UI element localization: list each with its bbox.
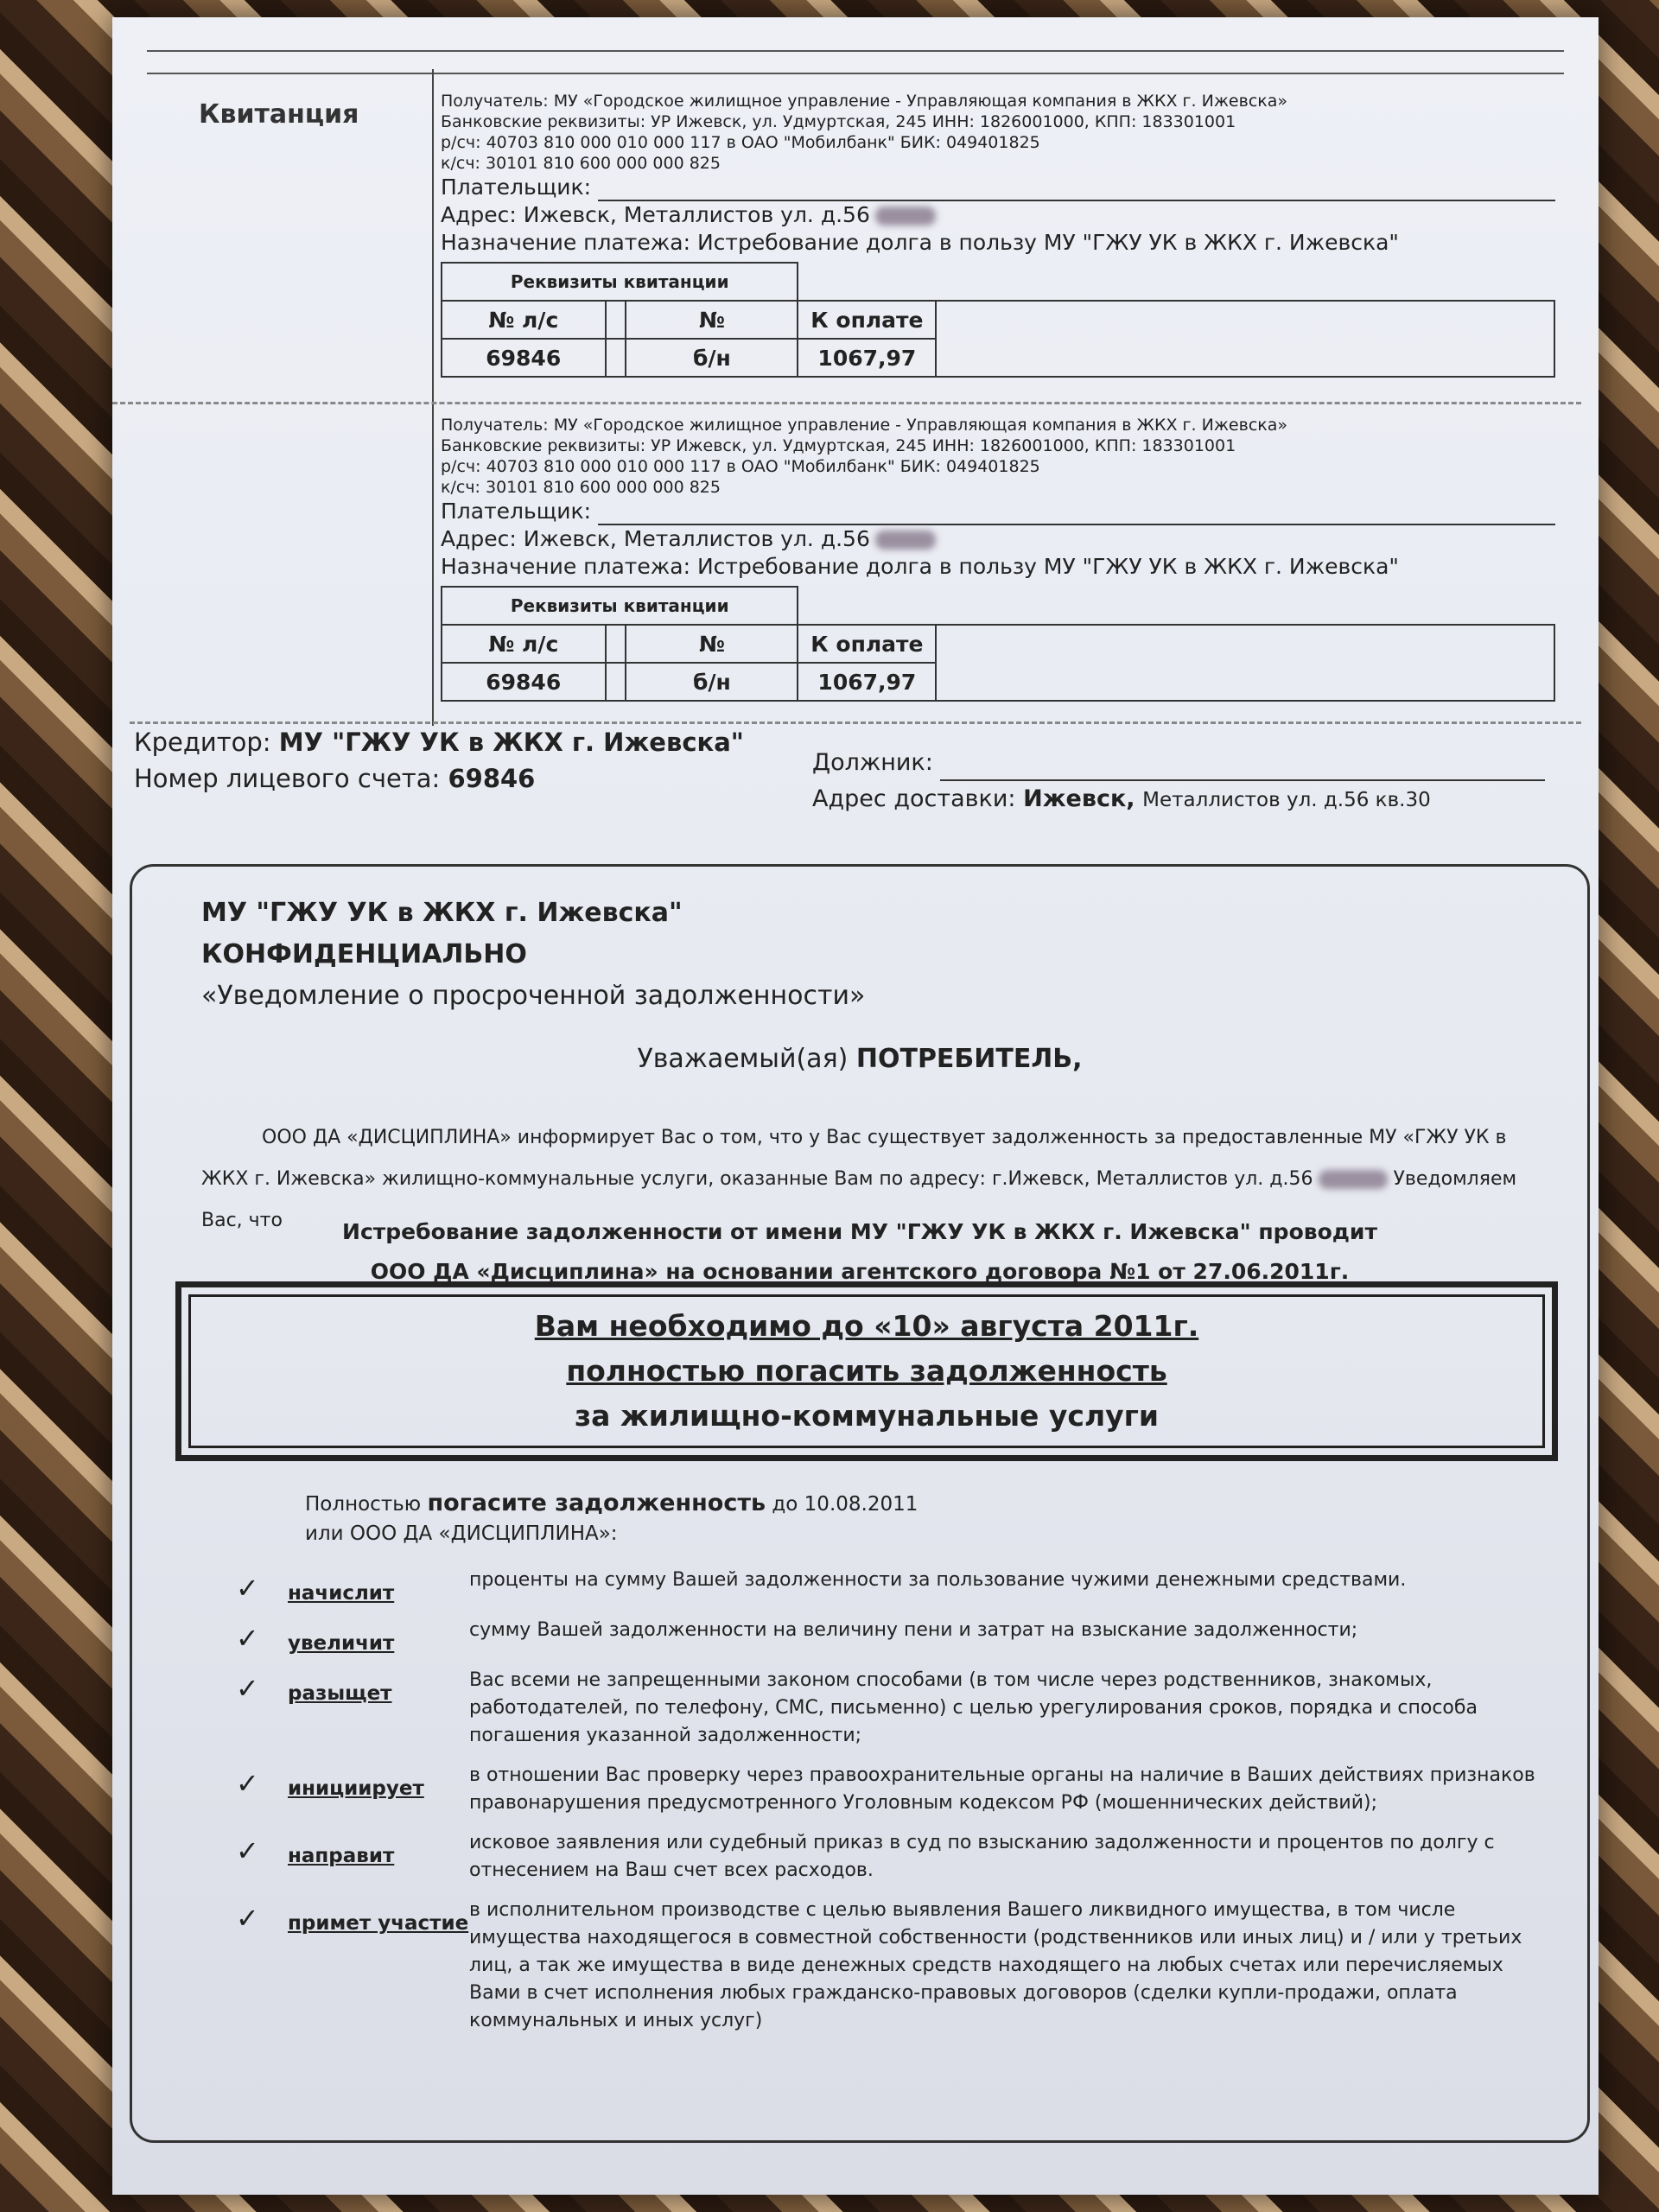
payer-line xyxy=(441,174,1555,201)
greeting-bold: ПОТРЕБИТЕЛЬ, xyxy=(855,1044,1083,1074)
intro-text: ООО ДА «ДИСЦИПЛИНА» информирует Вас о том, что у Вас существует задолженность за предоставленные МУ «ГЖУ УК в ЖКХ г. Ижевска» жилищно-коммунальные услуги, оказанные Вам по адресу: г.Ижевск, Металлистов ул. д.56 xyxy=(201,1127,1507,1190)
deadline-line-2: полностью погасить задолженность xyxy=(566,1354,1167,1388)
table-spacer xyxy=(606,625,626,663)
action-verb: направит xyxy=(288,1845,395,1867)
pay-instruction xyxy=(305,1489,918,1548)
agent-line-2: ООО ДА «Дисциплина» на основании агентского договора №1 от 27.06.2011г. xyxy=(370,1259,1350,1284)
number-value: б/н xyxy=(626,339,798,377)
receipt-title: Квитанция xyxy=(199,99,359,130)
pay-bold: погасите задолженность xyxy=(427,1490,766,1516)
settlement-account: р/сч: 40703 810 000 010 000 117 в ОАО "Мобилбанк" БИК: 049401825 xyxy=(441,457,1040,476)
creditor-block xyxy=(134,724,744,797)
top-rule xyxy=(147,50,1564,52)
action-desc: в исполнительном производстве с целью выявления Вашего ликвидного имущества, в том числе имущества находящегося в совместной собственности (родственников или иных лиц) и / или у третьих лиц, а так же имущества в виде денежных средств находящего на любых счетах или перечисляемых Вами в счет исполнения любых гражданско-правовых договоров (сделки купли-продажи, оплата коммунальных и иных услуг) xyxy=(469,1899,1522,2031)
bank-details: Банковские реквизиты: УР Ижевск, ул. Удмуртская, 245 ИНН: 1826001000, КПП: 183301001 xyxy=(441,112,1236,131)
action-desc: исковое заявления или судебный приказ в суд по взысканию задолженности и процентов по долгу с отнесением на Ваш счет всех расходов. xyxy=(469,1832,1495,1881)
action-verb: инициирует xyxy=(288,1777,424,1800)
pay-pre: Полностью xyxy=(305,1493,422,1516)
col-number: № xyxy=(626,625,798,663)
settlement-account: р/сч: 40703 810 000 010 000 117 в ОАО "Мобилбанк" БИК: 049401825 xyxy=(441,133,1040,152)
address: Адрес: Ижевск, Металлистов ул. д.56 xyxy=(441,202,870,227)
action-list xyxy=(236,1567,1549,2047)
payer-field xyxy=(598,181,1555,201)
payer-field xyxy=(598,505,1555,525)
receipt-table xyxy=(441,586,1555,702)
debtor-label: Должник: xyxy=(812,749,933,776)
pay-or: или ООО ДА «ДИСЦИПЛИНА»: xyxy=(305,1522,618,1545)
action-verb: примет участие xyxy=(288,1912,469,1935)
redaction xyxy=(1319,1170,1388,1189)
delivery-city: Ижевск, xyxy=(1023,785,1135,812)
action-desc: сумму Вашей задолженности на величину пени и затрат на взыскание задолженности; xyxy=(469,1619,1358,1641)
account-label: Номер лицевого счета: xyxy=(134,764,441,793)
payer-label: Плательщик: xyxy=(441,499,592,524)
delivery-address: Металлистов ул. д.56 кв.30 xyxy=(1142,789,1431,811)
checkmark-icon: ✓ xyxy=(236,1672,259,1705)
delivery-label: Адрес доставки: xyxy=(812,785,1016,812)
payer-line xyxy=(441,498,1555,525)
notice-header xyxy=(201,893,865,1017)
purpose: Назначение платежа: Истребование долга в пользу МУ "ГЖУ УК в ЖКХ г. Ижевска" xyxy=(441,554,1399,579)
notice-box xyxy=(130,864,1590,2143)
list-item xyxy=(236,1829,1549,1885)
account-number: 69846 xyxy=(448,764,536,793)
receipt-copy-2 xyxy=(441,415,1555,702)
list-item xyxy=(236,1617,1549,1655)
number-value: б/н xyxy=(626,663,798,701)
greeting xyxy=(132,1044,1587,1074)
table-blank xyxy=(936,625,1554,701)
checkmark-icon: ✓ xyxy=(236,1572,259,1605)
corr-account: к/сч: 30101 810 600 000 000 825 xyxy=(441,154,721,173)
receipt-copy-1 xyxy=(441,91,1555,378)
col-account: № л/с xyxy=(442,625,606,663)
receipt-divider xyxy=(432,69,434,726)
action-verb: увеличит xyxy=(288,1632,395,1655)
col-amount: К оплате xyxy=(798,301,936,339)
amount-value: 1067,97 xyxy=(798,339,936,377)
account-value: 69846 xyxy=(442,339,606,377)
creditor-label: Кредитор: xyxy=(134,728,271,757)
greeting-pre: Уважаемый(ая) xyxy=(637,1044,849,1074)
address-line xyxy=(441,201,1555,229)
checkmark-icon: ✓ xyxy=(236,1902,259,1935)
agent-statement xyxy=(132,1212,1587,1292)
bank-details: Банковские реквизиты: УР Ижевск, ул. Удмуртская, 245 ИНН: 1826001000, КПП: 183301001 xyxy=(441,436,1236,455)
table-spacer xyxy=(606,301,626,339)
notice-org: МУ "ГЖУ УК в ЖКХ г. Ижевска" xyxy=(201,898,683,928)
col-number: № xyxy=(626,301,798,339)
action-verb: начислит xyxy=(288,1582,395,1605)
action-desc: проценты на сумму Вашей задолженности за пользование чужими денежными средствами. xyxy=(469,1569,1407,1591)
recipient: Получатель: МУ «Городское жилищное управление - Управляющая компания в ЖКХ г. Ижевска» xyxy=(441,416,1288,435)
address-line xyxy=(441,525,1555,553)
action-verb: разыщет xyxy=(288,1682,392,1705)
table-caption: Реквизиты квитанции xyxy=(442,587,798,625)
recipient: Получатель: МУ «Городское жилищное управление - Управляющая компания в ЖКХ г. Ижевска» xyxy=(441,92,1288,111)
agent-line-1: Истребование задолженности от имени МУ "ГЖУ УК в ЖКХ г. Ижевска" проводит xyxy=(342,1219,1377,1244)
receipt-table xyxy=(441,262,1555,378)
top-rule-2 xyxy=(147,73,1564,74)
checkmark-icon: ✓ xyxy=(236,1767,259,1800)
confidential: КОНФИДЕНЦИАЛЬНО xyxy=(201,939,527,969)
checkmark-icon: ✓ xyxy=(236,1622,259,1655)
address: Адрес: Ижевск, Металлистов ул. д.56 xyxy=(441,526,870,551)
payer-label: Плательщик: xyxy=(441,175,592,200)
deadline-box xyxy=(175,1281,1558,1461)
table-spacer xyxy=(606,339,626,377)
purpose: Назначение платежа: Истребование долга в пользу МУ "ГЖУ УК в ЖКХ г. Ижевска" xyxy=(441,230,1399,255)
col-amount: К оплате xyxy=(798,625,936,663)
redaction xyxy=(875,531,936,550)
notice-subject: «Уведомление о просроченной задолженности» xyxy=(201,981,866,1011)
redaction xyxy=(875,207,936,226)
document-page xyxy=(112,17,1599,2195)
cut-line xyxy=(112,402,1581,404)
amount-value: 1067,97 xyxy=(798,663,936,701)
table-blank xyxy=(936,301,1554,377)
col-account: № л/с xyxy=(442,301,606,339)
list-item xyxy=(236,1897,1549,2035)
debtor-field xyxy=(940,755,1545,781)
deadline-line-1: Вам необходимо до «10» августа 2011г. xyxy=(534,1309,1199,1343)
list-item xyxy=(236,1567,1549,1605)
action-desc: Вас всеми не запрещенными законом способами (в том числе через родственников, знакомых, работодателей, по телефону, СМС, письменно) с целью урегулирования сроков, порядка и способа погашения указанной задолженности; xyxy=(469,1669,1478,1746)
debtor-block xyxy=(812,745,1555,818)
table-spacer xyxy=(606,663,626,701)
list-item xyxy=(236,1667,1549,1750)
account-value: 69846 xyxy=(442,663,606,701)
checkmark-icon: ✓ xyxy=(236,1834,259,1867)
pay-date: до 10.08.2011 xyxy=(772,1493,918,1516)
list-item xyxy=(236,1762,1549,1817)
creditor-name: МУ "ГЖУ УК в ЖКХ г. Ижевска" xyxy=(278,728,744,757)
intro-tail: Уведомляем Вас, что xyxy=(201,1168,1517,1231)
action-desc: в отношении Вас проверку через правоохранительные органы на наличие в Ваших действиях признаков правонарушения предусмотренного Уголовным кодексом РФ (мошеннических действий); xyxy=(469,1764,1535,1814)
corr-account: к/сч: 30101 810 600 000 000 825 xyxy=(441,478,721,497)
table-caption: Реквизиты квитанции xyxy=(442,263,798,301)
deadline-line-3: за жилищно-коммунальные услуги xyxy=(574,1399,1160,1433)
